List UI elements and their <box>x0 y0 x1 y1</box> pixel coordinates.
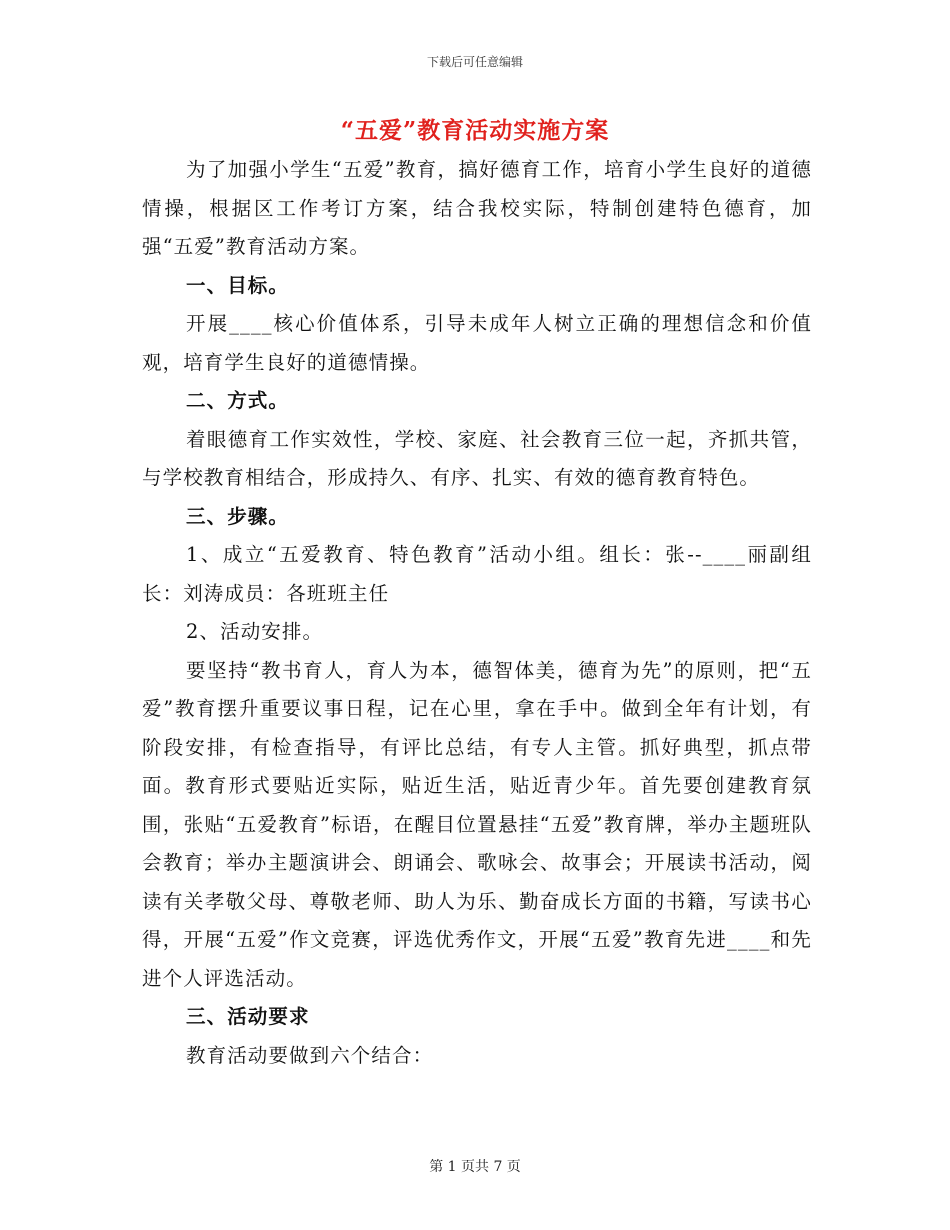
method-paragraph: 着眼德育工作实效性，学校、家庭、社会教育三位一起，齐抓共管，与学校教育相结合，形成持久、有序、扎实、有效的德育教育特色。 <box>142 427 812 489</box>
header-note: 下载后可任意编辑 <box>426 55 523 69</box>
section-heading-goal: 一、目标。 <box>186 273 290 297</box>
step-1-paragraph: 1、成立“五爱教育、特色教育”活动小组。组长：张--____丽副组长：刘涛成员：各班班主任 <box>142 543 812 605</box>
goal-paragraph: 开展____核心价值体系，引导未成年人树立正确的理想信念和价值观，培育学生良好的道德情操。 <box>142 312 812 374</box>
section-heading-requirements: 三、活动要求 <box>186 1005 310 1028</box>
requirements-paragraph: 教育活动要做到六个结合： <box>186 1043 434 1067</box>
document-title: “五爱”教育活动实施方案 <box>340 117 610 144</box>
section-heading-method: 二、方式。 <box>186 389 290 412</box>
page-footer: 第 1 页共 7 页 <box>429 1159 521 1175</box>
activity-paragraph: 要坚持“教书育人，育人为本，德智体美，德育为先”的原则，把“五爱”教育摆升重要议事日程，记在心里，拿在手中。做到全年有计划，有阶段安排，有检查指导，有评比总结，有专人主管。抓好典型，抓点带面。教育形式要贴近实际，贴近生活，贴近青少年。首先要创建教育氛围，张贴“五爱教育”标语，在醒目位置悬挂“五爱”教育牌，举办主题班队会教育；举办主题演讲会、朗诵会、歌咏会、故事会；开展读书活动，阅读有关孝敬父母、尊敬老师、助人为乐、勤奋成长方面的书籍，写读书心得，开展“五爱”作文竞赛，评选优秀作文，开展“五爱”教育先进____和先进个人评选活动。 <box>142 658 812 990</box>
step-2-heading: 2、活动安排。 <box>186 620 324 643</box>
intro-paragraph: 为了加强小学生“五爱”教育，搞好德育工作，培育小学生良好的道德情操，根据区工作考订方案，结合我校实际，特制创建特色德育，加强“五爱”教育活动方案。 <box>142 158 812 258</box>
section-heading-steps: 三、步骤。 <box>186 504 290 528</box>
document-body <box>142 151 812 1075</box>
